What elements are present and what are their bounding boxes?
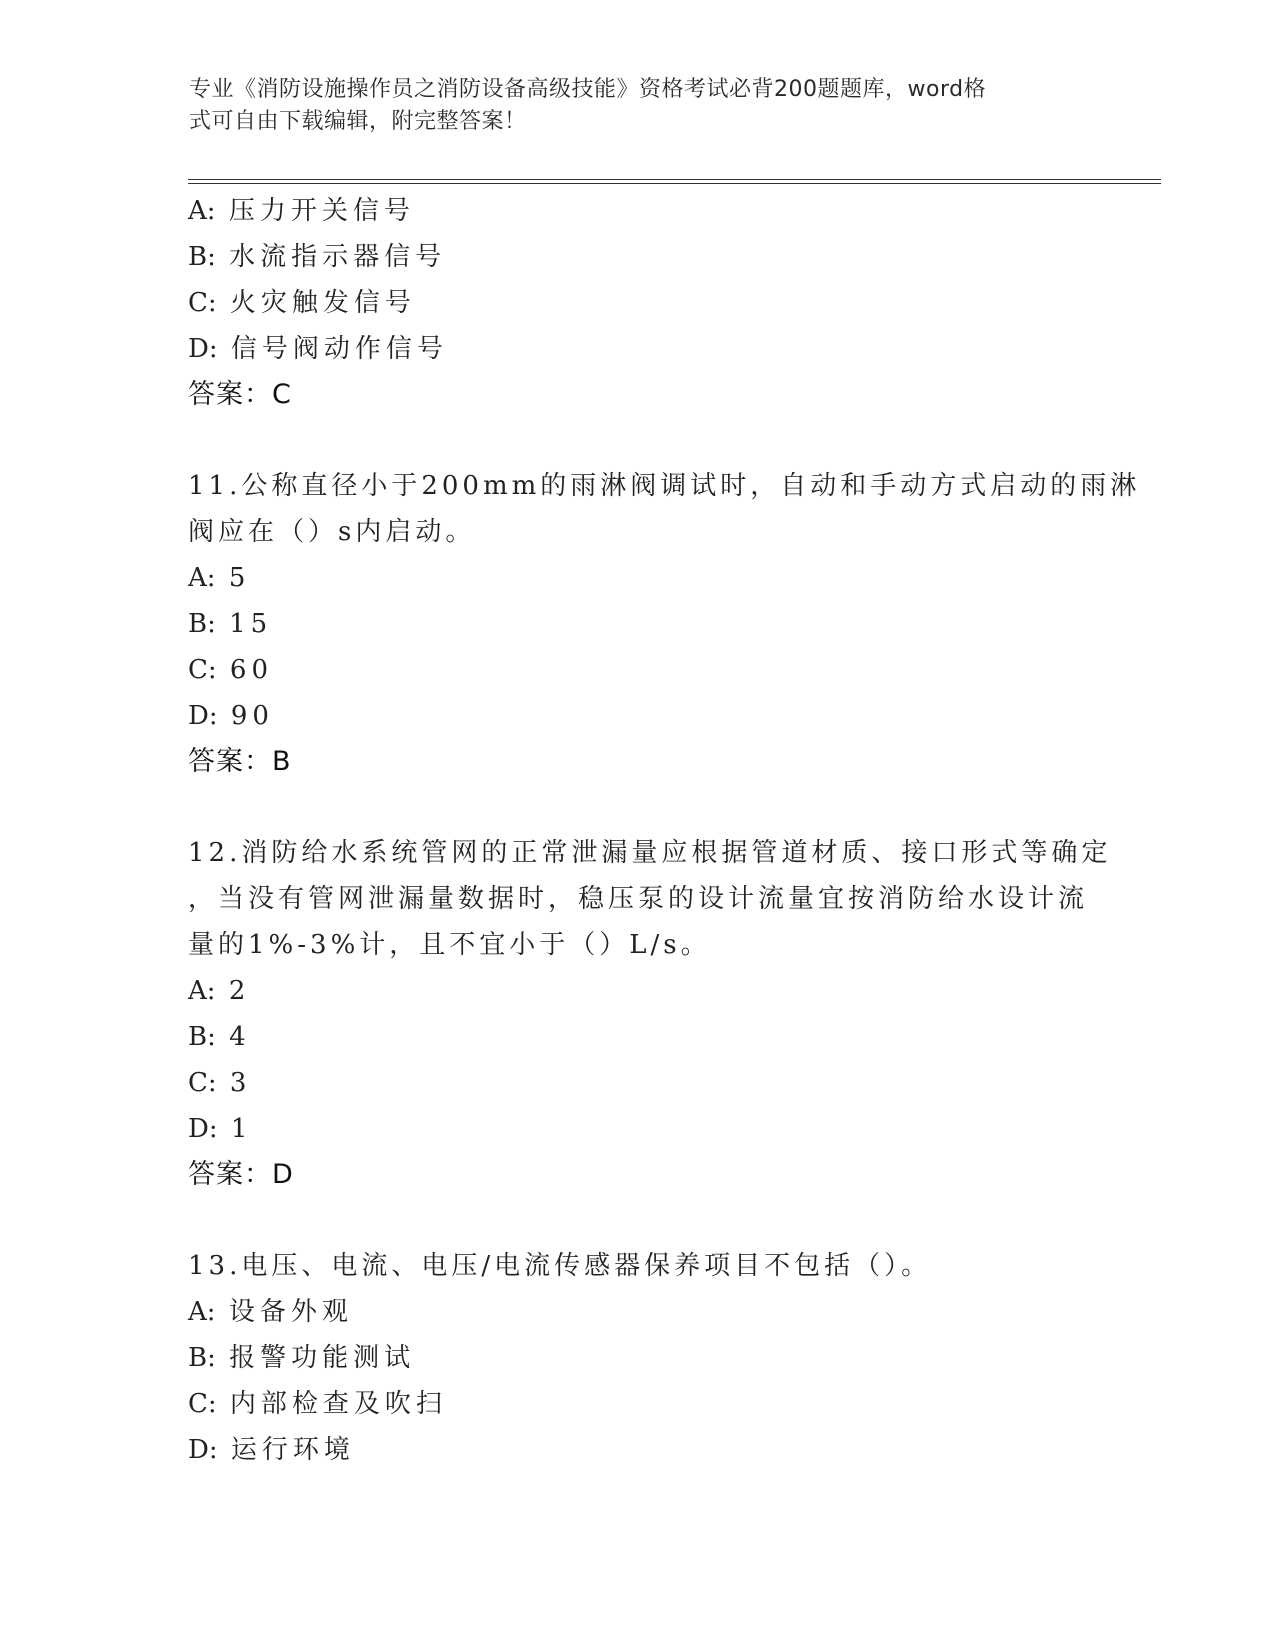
option-a [188,1289,1088,1335]
option-label: B: [188,242,216,272]
option-text: 报警功能测试 [229,1343,416,1373]
option-text: 运行环境 [230,1435,355,1465]
option-d [188,326,1088,372]
option-label: A: [188,196,216,226]
option-label: C: [188,1068,217,1098]
question-list [188,188,1141,1473]
answer-line: 答案：D [188,1159,294,1190]
option-d [188,1427,1088,1473]
document-header [189,74,1069,138]
option-text: 信号阀动作信号 [230,334,448,364]
header-divider-top [188,179,1161,180]
question-13 [188,1243,1088,1473]
option-b [188,1014,1088,1060]
question-stem-line: ，当没有管网泄漏量数据时，稳压泵的设计流量宜按消防给水设计流 [188,884,1089,914]
question-stem-line: 量的1%-3%计，且不宜小于（）L/s。 [188,930,711,960]
option-text: 压力开关信号 [228,196,415,226]
option-a [188,968,1088,1014]
option-c [188,280,1088,326]
question-stem-line: 12.消防给水系统管网的正常泄漏量应根据管道材质、接口形式等确定 [188,838,1112,868]
option-label: D: [188,334,218,364]
option-text: 15 [229,609,273,639]
answer-line: 答案：C [188,379,292,410]
option-b [188,234,1088,280]
option-label: B: [188,609,216,639]
option-label: C: [188,1389,217,1419]
option-label: A: [188,1297,216,1327]
question-10-options [188,188,1088,418]
option-text: 90 [230,701,274,731]
option-text: 4 [229,1022,251,1052]
question-stem-line: 11.公称直径小于200mm的雨淋阀调试时，自动和手动方式启动的雨淋 [188,471,1141,501]
option-text: 内部检查及吹扫 [229,1389,447,1419]
option-label: C: [188,288,217,318]
option-label: B: [188,1022,216,1052]
option-a [188,555,1088,601]
option-text: 1 [230,1114,253,1144]
header-title-line-2: 式可自由下载编辑，附完整答案！ [189,109,527,134]
option-label: D: [188,1435,218,1465]
option-text: 5 [228,563,251,593]
header-divider-bottom [188,183,1161,184]
option-label: D: [188,701,218,731]
option-d [188,1106,1088,1152]
answer-line: 答案：B [188,746,292,777]
question-12 [188,830,1112,1198]
spacer [188,1198,1088,1243]
option-a [188,188,1088,234]
option-text: 60 [229,655,274,685]
option-c [188,1381,1088,1427]
question-stem-line: 阀应在（）s内启动。 [188,517,476,547]
option-text: 设备外观 [228,1297,353,1327]
option-label: D: [188,1114,218,1144]
spacer [188,418,1088,463]
option-label: C: [188,655,217,685]
option-d [188,693,1088,739]
spacer [188,785,1088,830]
option-text: 3 [229,1068,252,1098]
option-label: A: [188,976,216,1006]
option-text: 水流指示器信号 [229,242,447,272]
option-b [188,1335,1088,1381]
question-stem-line: 13.电压、电流、电压/电流传感器保养项目不包括（）。 [188,1251,932,1281]
option-label: A: [188,563,216,593]
option-c [188,1060,1088,1106]
header-title-line-1: 专业《消防设施操作员之消防设备高级技能》资格考试必背200题题库，word格 [189,77,987,102]
question-11 [188,463,1141,785]
option-text: 2 [228,976,251,1006]
option-text: 火灾触发信号 [229,288,416,318]
option-c [188,647,1088,693]
option-b [188,601,1088,647]
option-label: B: [188,1343,216,1373]
